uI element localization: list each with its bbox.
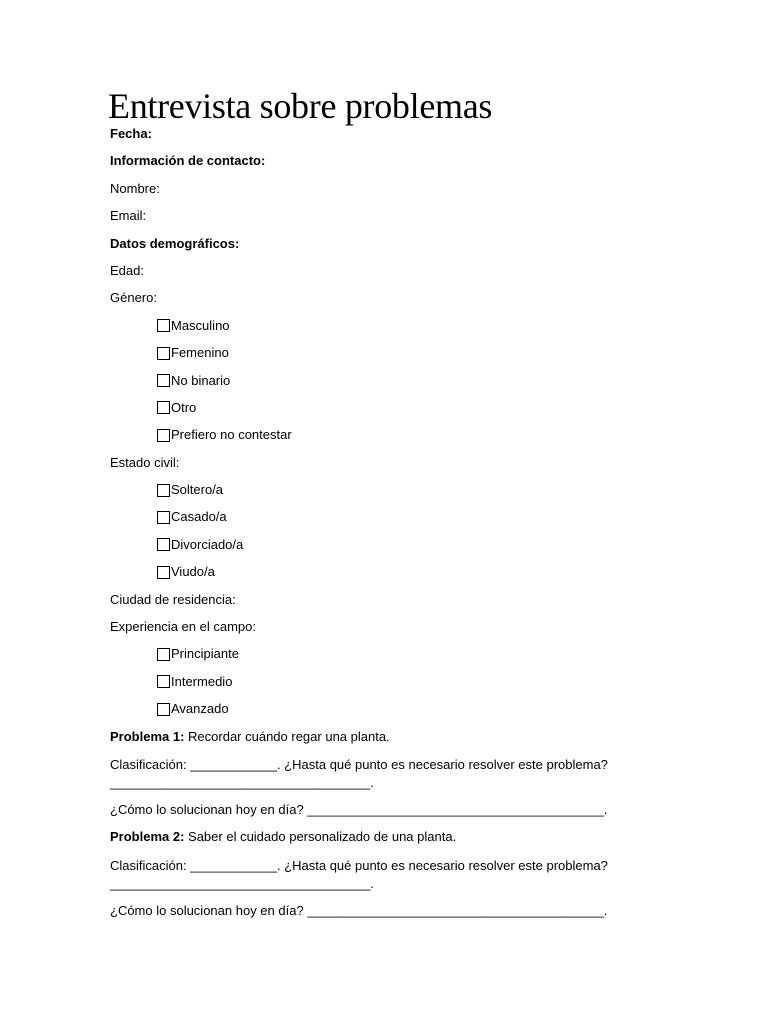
option-label: Casado/a bbox=[171, 509, 227, 525]
checkbox-icon[interactable] bbox=[157, 429, 170, 442]
document-body bbox=[110, 86, 710, 930]
problema-1-clasificacion: Clasificación: ____________. ¿Hasta qué punto es necesario resolver este problema? ____________________________________. bbox=[110, 756, 608, 790]
checkbox-icon[interactable] bbox=[157, 319, 170, 332]
problema-text: Saber el cuidado personalizado de una planta. bbox=[184, 829, 457, 845]
checkbox-option[interactable] bbox=[157, 427, 710, 443]
option-label: Viudo/a bbox=[171, 564, 215, 580]
demograficos-heading: Datos demográficos: bbox=[110, 235, 240, 251]
checkbox-option[interactable] bbox=[157, 373, 710, 389]
option-label: Intermedio bbox=[171, 673, 233, 689]
checkbox-icon[interactable] bbox=[157, 538, 170, 551]
checkbox-option[interactable] bbox=[157, 345, 710, 361]
checkbox-icon[interactable] bbox=[157, 648, 170, 661]
problema-label: Problema 1: bbox=[110, 728, 185, 744]
email-label: Email: bbox=[110, 208, 147, 224]
problema-2-clasificacion: Clasificación: ____________. ¿Hasta qué punto es necesario resolver este problema? ____________________________________. bbox=[110, 857, 608, 891]
checkbox-icon[interactable] bbox=[157, 374, 170, 387]
fecha-label: Fecha: bbox=[110, 126, 152, 141]
nombre-label: Nombre: bbox=[110, 180, 160, 196]
option-label: Prefiero no contestar bbox=[171, 427, 292, 443]
option-label: Avanzado bbox=[171, 701, 229, 717]
option-label: Femenino bbox=[171, 345, 229, 361]
option-label: Principiante bbox=[171, 646, 239, 662]
checkbox-option[interactable] bbox=[157, 646, 710, 662]
checkbox-icon[interactable] bbox=[157, 703, 170, 716]
checkbox-icon[interactable] bbox=[157, 347, 170, 360]
checkbox-option[interactable] bbox=[157, 482, 710, 498]
problema-label: Problema 2: bbox=[110, 829, 185, 845]
problema-1-como: ¿Cómo lo solucionan hoy en día? _________________________________________. bbox=[110, 801, 608, 817]
estado-civil-label: Estado civil: bbox=[110, 454, 180, 470]
checkbox-option[interactable] bbox=[157, 400, 710, 416]
genero-label: Género: bbox=[110, 290, 157, 306]
checkbox-option[interactable] bbox=[157, 318, 710, 334]
problema-2-como: ¿Cómo lo solucionan hoy en día? _________________________________________. bbox=[110, 902, 608, 918]
option-label: Soltero/a bbox=[171, 482, 224, 498]
edad-label: Edad: bbox=[110, 262, 144, 278]
option-label: Divorciado/a bbox=[171, 536, 244, 552]
problema-1-heading bbox=[110, 729, 710, 745]
checkbox-option[interactable] bbox=[157, 509, 710, 525]
experiencia-label: Experiencia en el campo: bbox=[110, 619, 256, 635]
checkbox-option[interactable] bbox=[157, 701, 710, 717]
option-label: Masculino bbox=[171, 317, 230, 333]
checkbox-option[interactable] bbox=[157, 564, 710, 580]
ciudad-label: Ciudad de residencia: bbox=[110, 591, 236, 607]
checkbox-icon[interactable] bbox=[157, 401, 170, 414]
document-title: Entrevista sobre problemas bbox=[108, 86, 493, 126]
problema-text: Recordar cuándo regar una planta. bbox=[184, 728, 390, 744]
problema-2-heading bbox=[110, 829, 710, 845]
checkbox-option[interactable] bbox=[157, 537, 710, 553]
option-label: Otro bbox=[171, 399, 197, 415]
option-label: No binario bbox=[171, 372, 231, 388]
checkbox-icon[interactable] bbox=[157, 675, 170, 688]
checkbox-option[interactable] bbox=[157, 674, 710, 690]
contacto-heading: Información de contacto: bbox=[110, 153, 266, 169]
checkbox-icon[interactable] bbox=[157, 484, 170, 497]
checkbox-icon[interactable] bbox=[157, 511, 170, 524]
checkbox-icon[interactable] bbox=[157, 566, 170, 579]
